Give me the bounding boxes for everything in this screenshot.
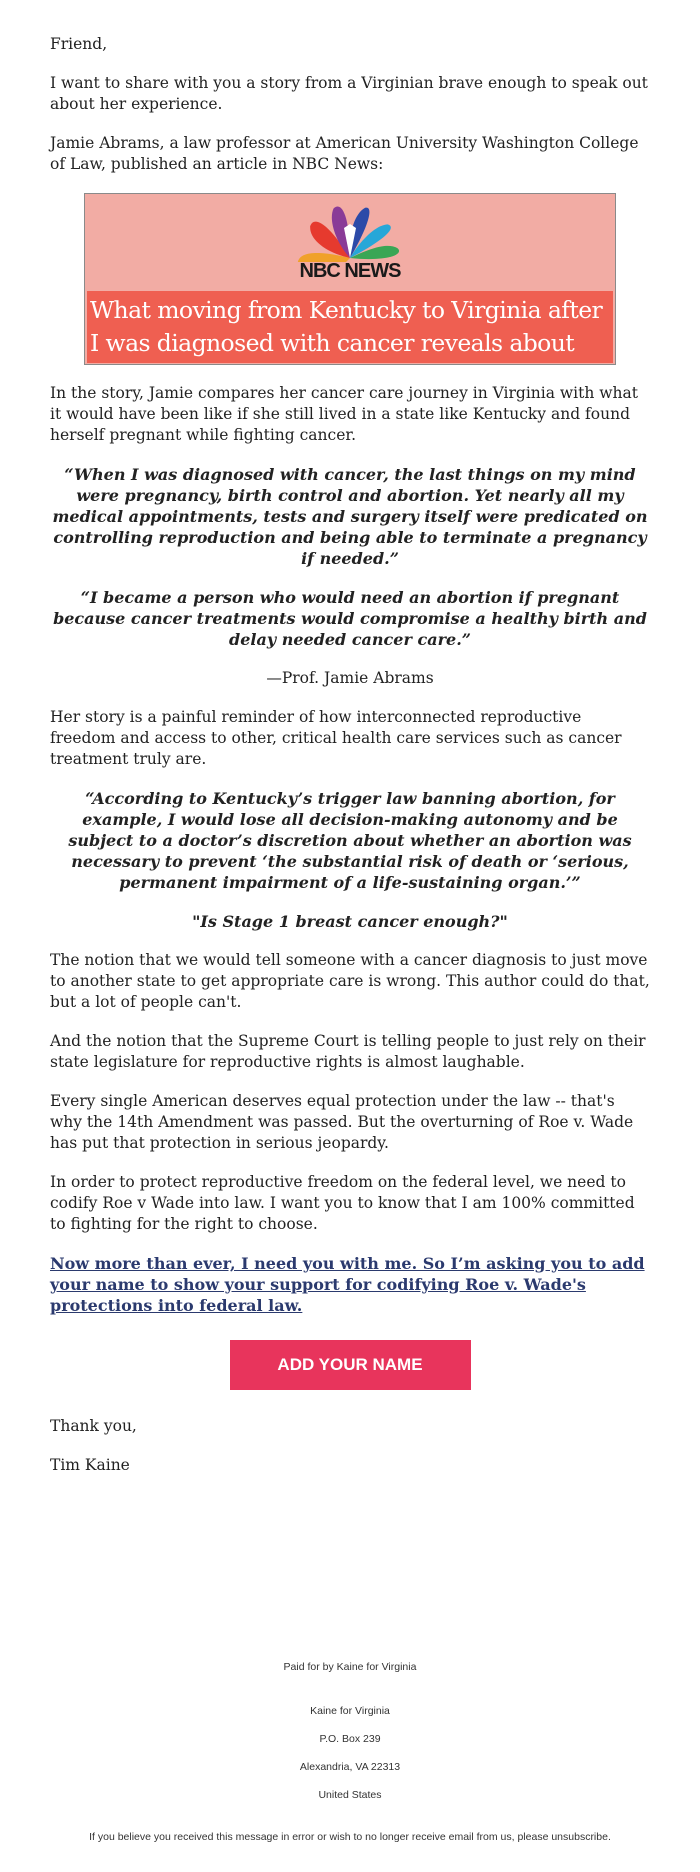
equal-protection-paragraph: Every single American deserves equal protection under the law -- that's why the 14th Amendment was passed. But the overturning of Roe v. Wade has put that protection in serious jeopardy. bbox=[50, 1092, 634, 1152]
footer-address: P.O. Box 239 bbox=[319, 1733, 381, 1745]
email-body bbox=[50, 34, 650, 1494]
author-intro-paragraph: Jamie Abrams, a law professor at American University Washington College of Law, published an article in NBC News: bbox=[50, 134, 639, 173]
nbc-peacock-icon bbox=[295, 200, 405, 266]
footer-country: United States bbox=[318, 1789, 382, 1801]
quote-4: "Is Stage 1 breast cancer enough?" bbox=[192, 912, 508, 931]
story-summary-paragraph: In the story, Jamie compares her cancer care journey in Virginia with what it would have been like if she still lived in a state like Kentucky and found herself pregnant while fighting cancer. bbox=[50, 384, 638, 444]
nbc-article-card[interactable] bbox=[84, 193, 616, 390]
email-footer bbox=[0, 1660, 700, 1844]
greeting: Friend, bbox=[50, 35, 108, 53]
add-your-name-button[interactable]: ADD YOUR NAME bbox=[230, 1340, 471, 1390]
signoff: Thank you, bbox=[50, 1417, 137, 1435]
signature: Tim Kaine bbox=[50, 1456, 130, 1474]
article-headline: What moving from Kentucky to Virginia after I was diagnosed with cancer reveals about Roe bbox=[87, 291, 613, 363]
quote-3: “According to Kentucky’s trigger law banning abortion, for example, I would lose all decision-making autonomy and be subject to a doctor’s discretion about whether an abortion was necessary to prevent ‘the substantial risk of death or ‘serious, permanent impairment of a life-sustaining organ.’” bbox=[68, 789, 632, 892]
paid-for-disclaimer: Paid for by Kaine for Virginia bbox=[283, 1661, 417, 1673]
notion-paragraph-2: And the notion that the Supreme Court is telling people to just rely on their state legislature for reproductive rights is almost laughable. bbox=[50, 1032, 646, 1071]
codify-paragraph: In order to protect reproductive freedom on the federal level, we need to codify Roe v Wade into law. I want you to know that I am 100% committed to fighting for the right to choose. bbox=[50, 1173, 635, 1233]
nbc-news-wordmark: NBC NEWS bbox=[299, 260, 401, 282]
unsubscribe-notice[interactable]: If you believe you received this message in error or wish to no longer receive email from us, please unsubscribe. bbox=[89, 1831, 611, 1843]
quote-attribution: —Prof. Jamie Abrams bbox=[266, 669, 434, 687]
quote-1: “When I was diagnosed with cancer, the last things on my mind were pregnancy, birth control and abortion. Yet nearly all my medical appointments, tests and surgery itself were predicated on controlling reproduction and being able to terminate a pregnancy if needed.” bbox=[52, 465, 648, 568]
reminder-paragraph: Her story is a painful reminder of how interconnected reproductive freedom and access to other, critical health care services such as cancer treatment truly are. bbox=[50, 708, 622, 768]
footer-org: Kaine for Virginia bbox=[310, 1705, 390, 1717]
notion-paragraph-1: The notion that we would tell someone with a cancer diagnosis to just move to another state to get appropriate care is wrong. This author could do that, but a lot of people can't. bbox=[50, 951, 650, 1011]
intro-paragraph: I want to share with you a story from a Virginian brave enough to speak out about her experience. bbox=[50, 74, 648, 113]
quote-2: “I became a person who would need an abortion if pregnant because cancer treatments would compromise a healthy birth and delay needed cancer care.” bbox=[53, 588, 647, 649]
add-name-link[interactable]: Now more than ever, I need you with me. So I’m asking you to add your name to show your support for codifying Roe v. Wade's protections into federal law. bbox=[50, 1254, 645, 1315]
cta-button-wrapper bbox=[50, 1340, 650, 1390]
footer-city: Alexandria, VA 22313 bbox=[299, 1761, 401, 1773]
